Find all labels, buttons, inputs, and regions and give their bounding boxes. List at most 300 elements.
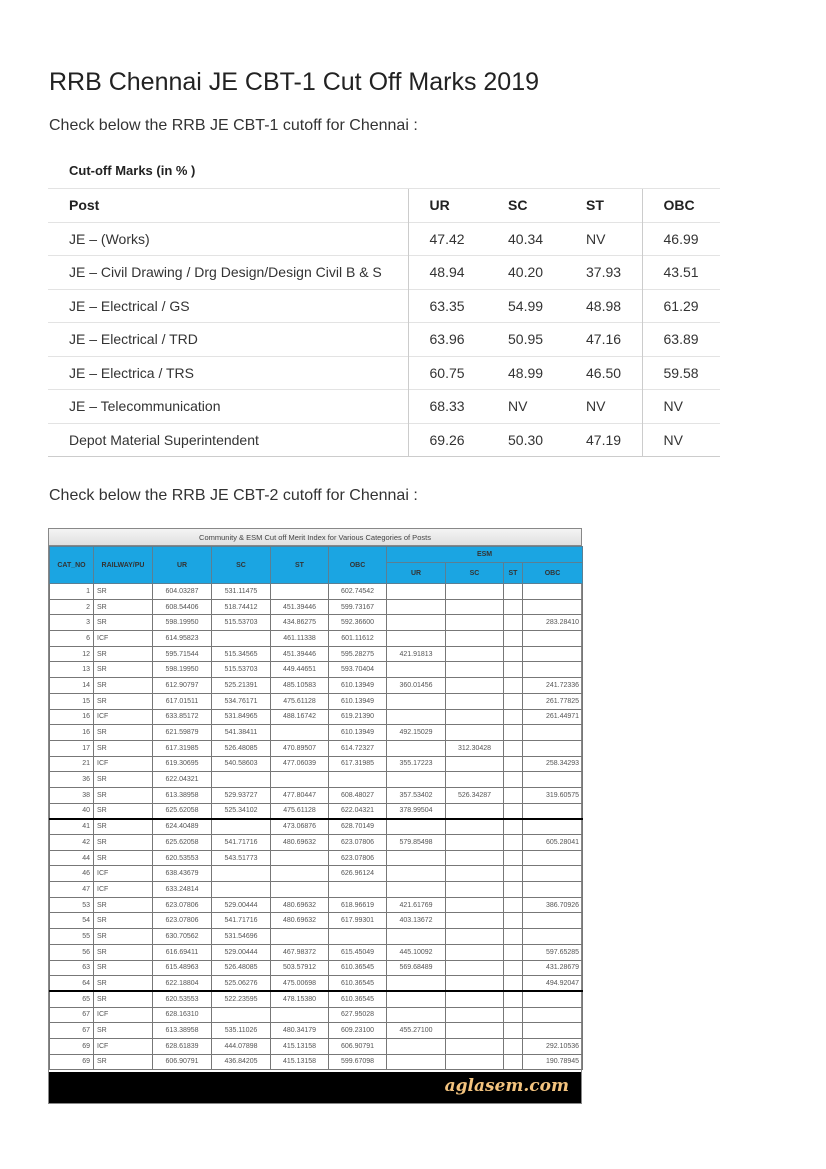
table-row [50, 944, 583, 960]
table-cell [446, 725, 504, 741]
table-cell: 69 [50, 1038, 94, 1054]
table-row [50, 866, 583, 882]
table-cell: 593.70404 [329, 662, 387, 678]
table-cell [387, 631, 446, 647]
table-cell [523, 584, 583, 600]
table-cell [523, 882, 583, 898]
table-cell: 515.34565 [212, 646, 271, 662]
table-cell [504, 740, 523, 756]
table-cell: 67 [50, 1023, 94, 1039]
table-cell [446, 913, 504, 929]
table-cell: 68.33 [408, 390, 487, 424]
table-cell [504, 819, 523, 835]
table-cell: SR [94, 850, 153, 866]
table-cell [446, 1054, 504, 1070]
table-cell [446, 991, 504, 1007]
table-cell [446, 897, 504, 913]
table-cell: 623.07806 [329, 850, 387, 866]
table-cell: 41 [50, 819, 94, 835]
table-cell [523, 599, 583, 615]
table-cell: 357.53402 [387, 787, 446, 803]
table-cell: SR [94, 1023, 153, 1039]
table-cell [387, 850, 446, 866]
table-cell [504, 709, 523, 725]
table-cell: 312.30428 [446, 740, 504, 756]
table-cell: 455.27100 [387, 1023, 446, 1039]
table-cell: 69 [50, 1054, 94, 1070]
table-cell: 633.24814 [153, 882, 212, 898]
table-cell: 638.43679 [153, 866, 212, 882]
table-cell: 609.23100 [329, 1023, 387, 1039]
table-cell [387, 1054, 446, 1070]
table-cell: SR [94, 787, 153, 803]
col-header-st: ST [565, 189, 642, 223]
table-cell [504, 725, 523, 741]
table2-title: Community & ESM Cut off Merit Index for Various Categories of Posts [49, 529, 581, 546]
table-cell: 610.36545 [329, 976, 387, 992]
table-cell: 475.00698 [271, 976, 329, 992]
table-cell [271, 929, 329, 945]
table-cell: 615.48963 [153, 960, 212, 976]
table-cell: JE – Telecommunication [48, 390, 408, 424]
table-cell: 617.31985 [153, 740, 212, 756]
table-cell: 378.99504 [387, 803, 446, 819]
table-cell: 53 [50, 897, 94, 913]
table-cell: 360.01456 [387, 678, 446, 694]
table-cell: SR [94, 929, 153, 945]
table-cell: NV [642, 423, 720, 457]
table-cell: 529.93727 [212, 787, 271, 803]
table-cell: 606.90791 [329, 1038, 387, 1054]
table-cell: 617.99301 [329, 913, 387, 929]
table-cell: 63 [50, 960, 94, 976]
table-cell: 623.07806 [329, 835, 387, 851]
table-cell: 608.54406 [153, 599, 212, 615]
table-row [50, 803, 583, 819]
table-cell [446, 850, 504, 866]
table-cell: 46.50 [565, 356, 642, 390]
table-cell: NV [565, 390, 642, 424]
table-cell: 595.28275 [329, 646, 387, 662]
table-cell [523, 913, 583, 929]
table-cell: NV [565, 222, 642, 256]
table-cell: 620.53553 [153, 850, 212, 866]
table-cell: 12 [50, 646, 94, 662]
table-cell [446, 709, 504, 725]
table-cell [446, 835, 504, 851]
table-cell: 622.04321 [153, 772, 212, 788]
table-cell: SR [94, 740, 153, 756]
table-cell: 63.96 [408, 323, 487, 357]
table-cell: 190.78945 [523, 1054, 583, 1070]
table-cell [504, 1023, 523, 1039]
table-cell: SR [94, 599, 153, 615]
table-cell: 56 [50, 944, 94, 960]
table-cell: ICF [94, 866, 153, 882]
table-cell: 485.10583 [271, 678, 329, 694]
table-row [50, 1038, 583, 1054]
col-header-cat-no: CAT_NO [50, 547, 94, 584]
table-cell: 612.90797 [153, 678, 212, 694]
table-cell: NV [642, 390, 720, 424]
table-cell [523, 850, 583, 866]
table-cell [504, 756, 523, 772]
table-cell: 43.51 [642, 256, 720, 290]
table-cell: SR [94, 803, 153, 819]
table-cell: 621.59879 [153, 725, 212, 741]
table-cell [446, 1038, 504, 1054]
col-header-railway: RAILWAY/PU [94, 547, 153, 584]
table-cell [387, 693, 446, 709]
table-cell: 63.89 [642, 323, 720, 357]
table-cell: 467.98372 [271, 944, 329, 960]
table-cell: SR [94, 678, 153, 694]
table-cell [504, 882, 523, 898]
table-cell: SR [94, 725, 153, 741]
table-cell [504, 913, 523, 929]
table-row [48, 222, 720, 256]
table-cell: 54.99 [487, 289, 565, 323]
table-cell [523, 929, 583, 945]
table-cell [446, 1023, 504, 1039]
table-cell: 480.69632 [271, 897, 329, 913]
table-cell [504, 678, 523, 694]
table-cell: 421.91813 [387, 646, 446, 662]
table-cell: 541.38411 [212, 725, 271, 741]
table-cell: 42 [50, 835, 94, 851]
table-cell: 67 [50, 1007, 94, 1023]
table-row [50, 725, 583, 741]
table-cell: 283.28410 [523, 615, 583, 631]
table-cell: 480.34179 [271, 1023, 329, 1039]
table-cell: 431.28679 [523, 960, 583, 976]
table-cell: 292.10536 [523, 1038, 583, 1054]
col-header-st: ST [271, 547, 329, 584]
table-cell [271, 882, 329, 898]
table-cell: SR [94, 897, 153, 913]
table-cell: 415.13158 [271, 1038, 329, 1054]
table-cell [387, 1038, 446, 1054]
table-cell [271, 866, 329, 882]
col-header-obc: OBC [329, 547, 387, 584]
table-cell: NV [487, 390, 565, 424]
table-cell: 1 [50, 584, 94, 600]
table-row [50, 787, 583, 803]
table-cell: 541.71716 [212, 913, 271, 929]
table-cell: SR [94, 615, 153, 631]
col-header-ur: UR [153, 547, 212, 584]
table-cell: 522.23595 [212, 991, 271, 1007]
table-cell [387, 819, 446, 835]
table-cell [387, 929, 446, 945]
table-cell: 449.44651 [271, 662, 329, 678]
table-row [50, 882, 583, 898]
table-row [50, 929, 583, 945]
table-cell [504, 991, 523, 1007]
table-cell: 628.16310 [153, 1007, 212, 1023]
table-cell [446, 866, 504, 882]
table-cell: 415.13158 [271, 1054, 329, 1070]
table-cell: 534.76171 [212, 693, 271, 709]
table-cell: SR [94, 991, 153, 1007]
table-cell: 434.86275 [271, 615, 329, 631]
table-row [50, 991, 583, 1007]
table-cell: 610.36545 [329, 960, 387, 976]
table-cell [446, 929, 504, 945]
table-cell [387, 976, 446, 992]
table-cell: 599.73167 [329, 599, 387, 615]
col-header-obc: OBC [642, 189, 720, 223]
col-header-esm-ur: UR [387, 563, 446, 584]
table-cell [523, 803, 583, 819]
table-cell: 59.58 [642, 356, 720, 390]
table-cell: 55 [50, 929, 94, 945]
table-cell [523, 866, 583, 882]
table-cell [446, 615, 504, 631]
table-cell: 623.07806 [153, 897, 212, 913]
table-cell: 473.06876 [271, 819, 329, 835]
table-cell [523, 662, 583, 678]
table-cell [446, 693, 504, 709]
table-row [50, 819, 583, 835]
table-cell: 616.69411 [153, 944, 212, 960]
table-row [48, 289, 720, 323]
table-cell: 475.61128 [271, 693, 329, 709]
table-cell: 617.31985 [329, 756, 387, 772]
table-cell [387, 866, 446, 882]
table-cell: 598.19950 [153, 662, 212, 678]
table-cell [446, 646, 504, 662]
table-cell [446, 756, 504, 772]
table-cell [271, 584, 329, 600]
table-cell: 531.54696 [212, 929, 271, 945]
table-cell [271, 725, 329, 741]
table-cell: 50.95 [487, 323, 565, 357]
table-cell: 608.48027 [329, 787, 387, 803]
table-cell: 445.10092 [387, 944, 446, 960]
table-row [48, 356, 720, 390]
table-cell: ICF [94, 882, 153, 898]
table-row [50, 740, 583, 756]
col-header-post: Post [48, 189, 408, 223]
table-row [48, 390, 720, 424]
table-row [48, 423, 720, 457]
table-cell: ICF [94, 1007, 153, 1023]
table-cell [523, 991, 583, 1007]
table-cell: 21 [50, 756, 94, 772]
table-cell: 48.94 [408, 256, 487, 290]
table-cell: 601.11612 [329, 631, 387, 647]
table-cell [504, 772, 523, 788]
table-cell: 69.26 [408, 423, 487, 457]
table-cell [387, 882, 446, 898]
table-cell: ICF [94, 709, 153, 725]
table-cell: 529.00444 [212, 897, 271, 913]
table-cell [387, 615, 446, 631]
table-cell: SR [94, 1054, 153, 1070]
table-cell [504, 599, 523, 615]
table-row [50, 772, 583, 788]
table-cell: 478.15380 [271, 991, 329, 1007]
table-cell: 543.51773 [212, 850, 271, 866]
table-cell: 624.40489 [153, 819, 212, 835]
table-cell: 617.01511 [153, 693, 212, 709]
table-cell: JE – Electrica / TRS [48, 356, 408, 390]
table-cell: 541.71716 [212, 835, 271, 851]
table-cell [329, 772, 387, 788]
table-row [50, 709, 583, 725]
cbt2-cutoff-image-table [48, 528, 582, 1104]
table-cell [212, 866, 271, 882]
table-cell: 47.16 [565, 323, 642, 357]
table-cell: 592.36600 [329, 615, 387, 631]
table-cell: SR [94, 584, 153, 600]
table-cell: 599.67098 [329, 1054, 387, 1070]
table-cell: 47 [50, 882, 94, 898]
table-row [50, 850, 583, 866]
table-cell [271, 1007, 329, 1023]
table-cell: SR [94, 819, 153, 835]
table-cell [504, 897, 523, 913]
table-cell: 615.45049 [329, 944, 387, 960]
table-cell [523, 740, 583, 756]
table-cell: 403.13672 [387, 913, 446, 929]
table-cell: 60.75 [408, 356, 487, 390]
table-row [50, 678, 583, 694]
table-cell: 258.34293 [523, 756, 583, 772]
table-cell: JE – (Works) [48, 222, 408, 256]
table-cell: 16 [50, 709, 94, 725]
table-cell [446, 976, 504, 992]
table-cell: 503.57912 [271, 960, 329, 976]
table-cell: 477.06039 [271, 756, 329, 772]
table-row [50, 631, 583, 647]
table-cell [329, 929, 387, 945]
table-cell: ICF [94, 756, 153, 772]
table-cell: 319.60575 [523, 787, 583, 803]
table-cell [387, 740, 446, 756]
table-cell: 526.34287 [446, 787, 504, 803]
table-cell [523, 1007, 583, 1023]
table-cell: 613.38958 [153, 1023, 212, 1039]
table-cell: 480.69632 [271, 913, 329, 929]
table-cell: 65 [50, 991, 94, 1007]
table-cell [387, 662, 446, 678]
table-cell: 625.62058 [153, 803, 212, 819]
table-row [50, 835, 583, 851]
table-row [50, 913, 583, 929]
table-cell [504, 866, 523, 882]
table-cell [387, 584, 446, 600]
table-cell: 241.72336 [523, 678, 583, 694]
table-row [50, 584, 583, 600]
table-cell: 63.35 [408, 289, 487, 323]
table-cell: 619.30695 [153, 756, 212, 772]
table-cell: 475.61128 [271, 803, 329, 819]
table-cell [212, 772, 271, 788]
table-cell [446, 803, 504, 819]
table-cell: 461.11338 [271, 631, 329, 647]
table-cell [523, 819, 583, 835]
table-cell: JE – Civil Drawing / Drg Design/Design Civil B & S [48, 256, 408, 290]
table-cell: 531.11475 [212, 584, 271, 600]
table-cell: 622.18804 [153, 976, 212, 992]
table-cell [504, 960, 523, 976]
table-cell: 64 [50, 976, 94, 992]
table-cell: 619.21390 [329, 709, 387, 725]
table-cell: 623.07806 [153, 913, 212, 929]
table-cell: 525.06276 [212, 976, 271, 992]
col-header-esm-sc: SC [446, 563, 504, 584]
table-cell: 628.61839 [153, 1038, 212, 1054]
table-cell: 525.34102 [212, 803, 271, 819]
cbt2-intro-text: Check below the RRB JE CBT-2 cutoff for Chennai : [49, 487, 418, 504]
table-cell: 261.77825 [523, 693, 583, 709]
table-cell [271, 772, 329, 788]
table-cell: 54 [50, 913, 94, 929]
table-cell [387, 772, 446, 788]
table-cell: 610.36545 [329, 991, 387, 1007]
table-cell: 494.92047 [523, 976, 583, 992]
table-cell: 614.95823 [153, 631, 212, 647]
table-cell: 518.74412 [212, 599, 271, 615]
table-row [50, 599, 583, 615]
table-cell [523, 725, 583, 741]
table-row [50, 756, 583, 772]
table-cell: 618.96619 [329, 897, 387, 913]
table-cell: 627.95028 [329, 1007, 387, 1023]
table-cell [504, 929, 523, 945]
table-cell [504, 787, 523, 803]
table-cell: SR [94, 646, 153, 662]
table-cell: 38 [50, 787, 94, 803]
table-cell: SR [94, 835, 153, 851]
table-cell [212, 631, 271, 647]
table-row [50, 693, 583, 709]
table-cell [446, 662, 504, 678]
table-cell [387, 991, 446, 1007]
table-row [50, 1054, 583, 1070]
table-cell [504, 646, 523, 662]
table-row [50, 897, 583, 913]
table-cell: 626.96124 [329, 866, 387, 882]
table-cell: 480.69632 [271, 835, 329, 851]
table-row [50, 615, 583, 631]
col-header-esm: ESM [387, 547, 583, 563]
table-cell: 47.19 [565, 423, 642, 457]
table-cell [446, 944, 504, 960]
watermark-banner [49, 1072, 581, 1103]
table-cell: 15 [50, 693, 94, 709]
table-cell: 46.99 [642, 222, 720, 256]
table-cell: 40.34 [487, 222, 565, 256]
table-cell: ICF [94, 1038, 153, 1054]
table-cell [212, 819, 271, 835]
table-cell [387, 1007, 446, 1023]
table-cell: SR [94, 662, 153, 678]
table-cell [446, 772, 504, 788]
table-cell [504, 944, 523, 960]
table-cell: 535.11026 [212, 1023, 271, 1039]
table-cell [523, 772, 583, 788]
table-cell: 620.53553 [153, 991, 212, 1007]
table-cell [504, 584, 523, 600]
table-cell: 477.80447 [271, 787, 329, 803]
col-header-sc: SC [487, 189, 565, 223]
table-cell: 61.29 [642, 289, 720, 323]
table-cell: 40 [50, 803, 94, 819]
table-cell: 444.07898 [212, 1038, 271, 1054]
